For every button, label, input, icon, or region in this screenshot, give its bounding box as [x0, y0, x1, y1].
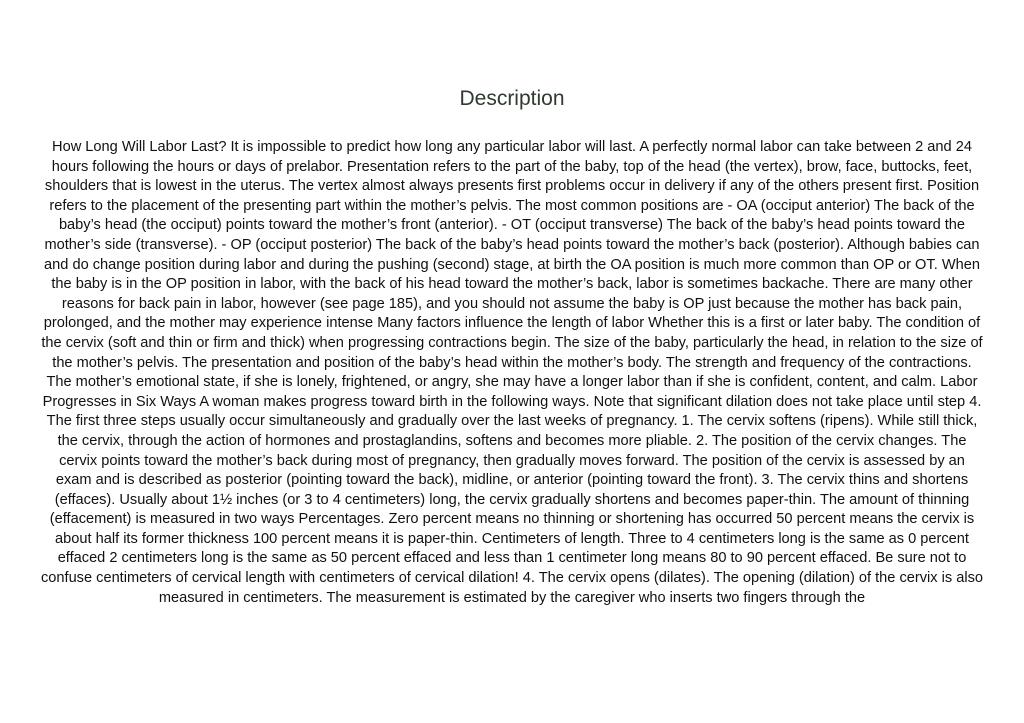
page-title: Description — [459, 87, 565, 110]
description-text: How Long Will Labor Last? It is impossible to predict how long any particular labor will last. A perfectly normal labor can take between 2 and 24 hours following the hours or days of prelabor. Presentation refers to the part of the baby, top of the head (the vertex), brow, face, buttocks, feet, shoulders that is lowest in the uterus. The vertex almost always presents first problems occur in delivery if any of the others present first. Position refers to the placement of the presenting part within the mother’s pelvis. The most common positions are - OA (occiput anterior) The back of the baby’s head (the occiput) points toward the mother’s front (anterior). - OT (occiput transverse) The back of the baby’s head points toward the mother’s side (transverse). - OP (occiput posterior) The back of the baby’s head points toward the mother’s back (posterior). Although babies can and do change position during labor and during the pushing (second) stage, at birth the OA position is much more common than OP or OT. When the baby is in the OP position in labor, with the back of his head toward the mother’s back, labor is sometimes backache. There are many other reasons for back pain in labor, however (see page 185), and you should not assume the baby is OP just because the mother has back pain, prolonged, and the mother may experience intense Many factors influence the length of labor Whether this is a first or later baby. The condition of the cervix (soft and thin or firm and thick) when progressing contractions begin. The size of the baby, particularly the head, in relation to the size of the mother’s pelvis. The presentation and position of the baby’s head within the mother’s body. The strength and frequency of the contractions. The mother’s emotional state, if she is lonely, frightened, or angry, she may have a longer labor than if she is confident, content, and calm. Labor Progresses in Six Ways A woman makes progress toward birth in the following ways. Note that significant dilation does not take place until step 4. The first three steps usually occur simultaneously and gradually over the last weeks of pregnancy. 1. The cervix softens (ripens). While still thick, the cervix, through the action of hormones and prostaglandins, softens and becomes more pliable. 2. The position of the cervix changes. The cervix points toward the mother’s back during most of pregnancy, then gradually moves forward. The position of the cervix is assessed by an exam and is described as posterior (pointing toward the back), midline, or anterior (pointing toward the front). 3. The cervix thins and shortens (effaces). Usually about 1½ inches (or 3 to 4 centimeters) long, the cervix gradually shortens and becomes paper-thin. The amount of thinning (effacement) is measured in two ways Percentages. Zero percent means no thinning or shortening has occurred 50 percent means the cervix is about half its former thickness 100 percent means it is paper-thin. Centimeters of length. Three to 4 centimeters long is the same as 0 percent effaced 2 centimeters long is the same as 50 percent effaced and less than 1 centimeter long means 80 to 90 percent effaced. Be sure not to confuse centimeters of cervical length with centimeters of cervical dilation! 4. The cervix opens (dilates). The opening (dilation) of the cervix is also measured in centimeters. The measurement is estimated by the caregiver who inserts two fingers through the — [40, 139, 984, 606]
document-page — [40, 0, 984, 723]
